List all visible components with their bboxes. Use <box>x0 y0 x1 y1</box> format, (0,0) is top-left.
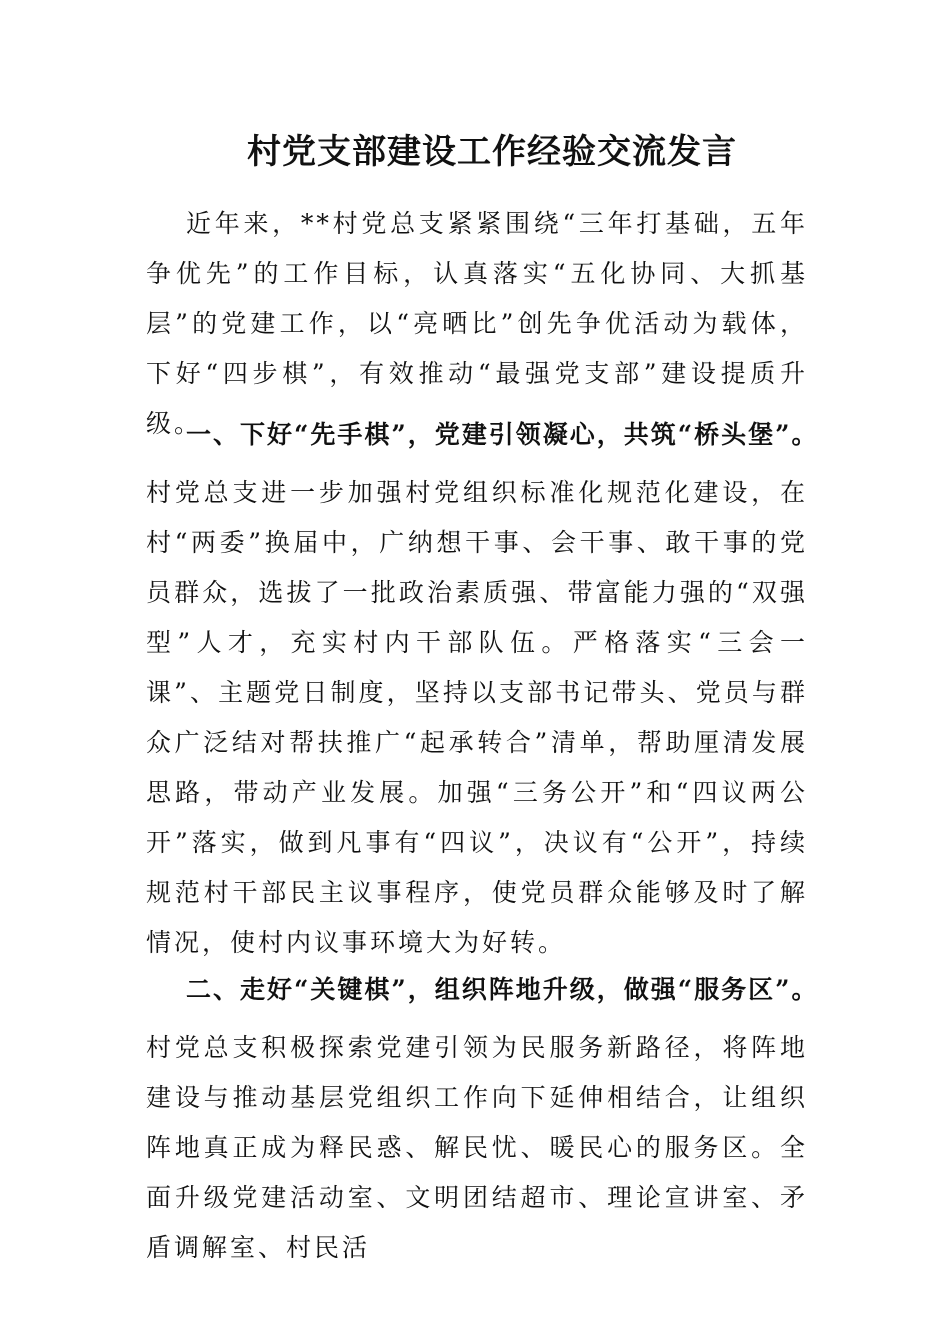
section-paragraph: 村党总支积极探索党建引领为民服务新路径，将阵地建设与推动基层党组织工作向下延伸相结合，让组织阵地真正成为释民惑、解民忧、暖民心的服务区。全面升级党建活动室、文明团结超市、理论宣讲室、矛盾调解室、村民活 <box>146 1033 808 1262</box>
document-title: 村党支部建设工作经验交流发言 <box>247 132 737 172</box>
intro-paragraph: 近年来，**村党总支紧紧围绕“三年打基础，五年争优先”的工作目标，认真落实“五化协同、大抓基层”的党建工作，以“亮晒比”创先争优活动为载体，下好“四步棋”，有效推动“最强党支部”建设提质升级。 <box>146 209 808 438</box>
section-two <box>146 965 819 1273</box>
section-heading: 一、下好“先手棋”，党建引领凝心，共筑“桥头堡”。 <box>186 420 819 449</box>
section-paragraph: 村党总支进一步加强村党组织标准化规范化建设，在村“两委”换届中，广纳想干事、会干事、敢干事的党员群众，选拔了一批政治素质强、带富能力强的“双强型”人才，充实村内干部队伍。严格落实“三会一课”、主题党日制度，坚持以支部书记带头、党员与群众广泛结对帮扶推广“起承转合”清单，帮助厘清发展思路，带动产业发展。加强“三务公开”和“四议两公开”落实，做到凡事有“四议”，决议有“公开”，持续规范村干部民主议事程序，使党员群众能够及时了解情况，使村内议事环境大为好转。 <box>146 478 808 957</box>
section-one <box>146 410 819 968</box>
section-heading: 二、走好“关键棋”，组织阵地升级，做强“服务区”。 <box>186 975 819 1004</box>
